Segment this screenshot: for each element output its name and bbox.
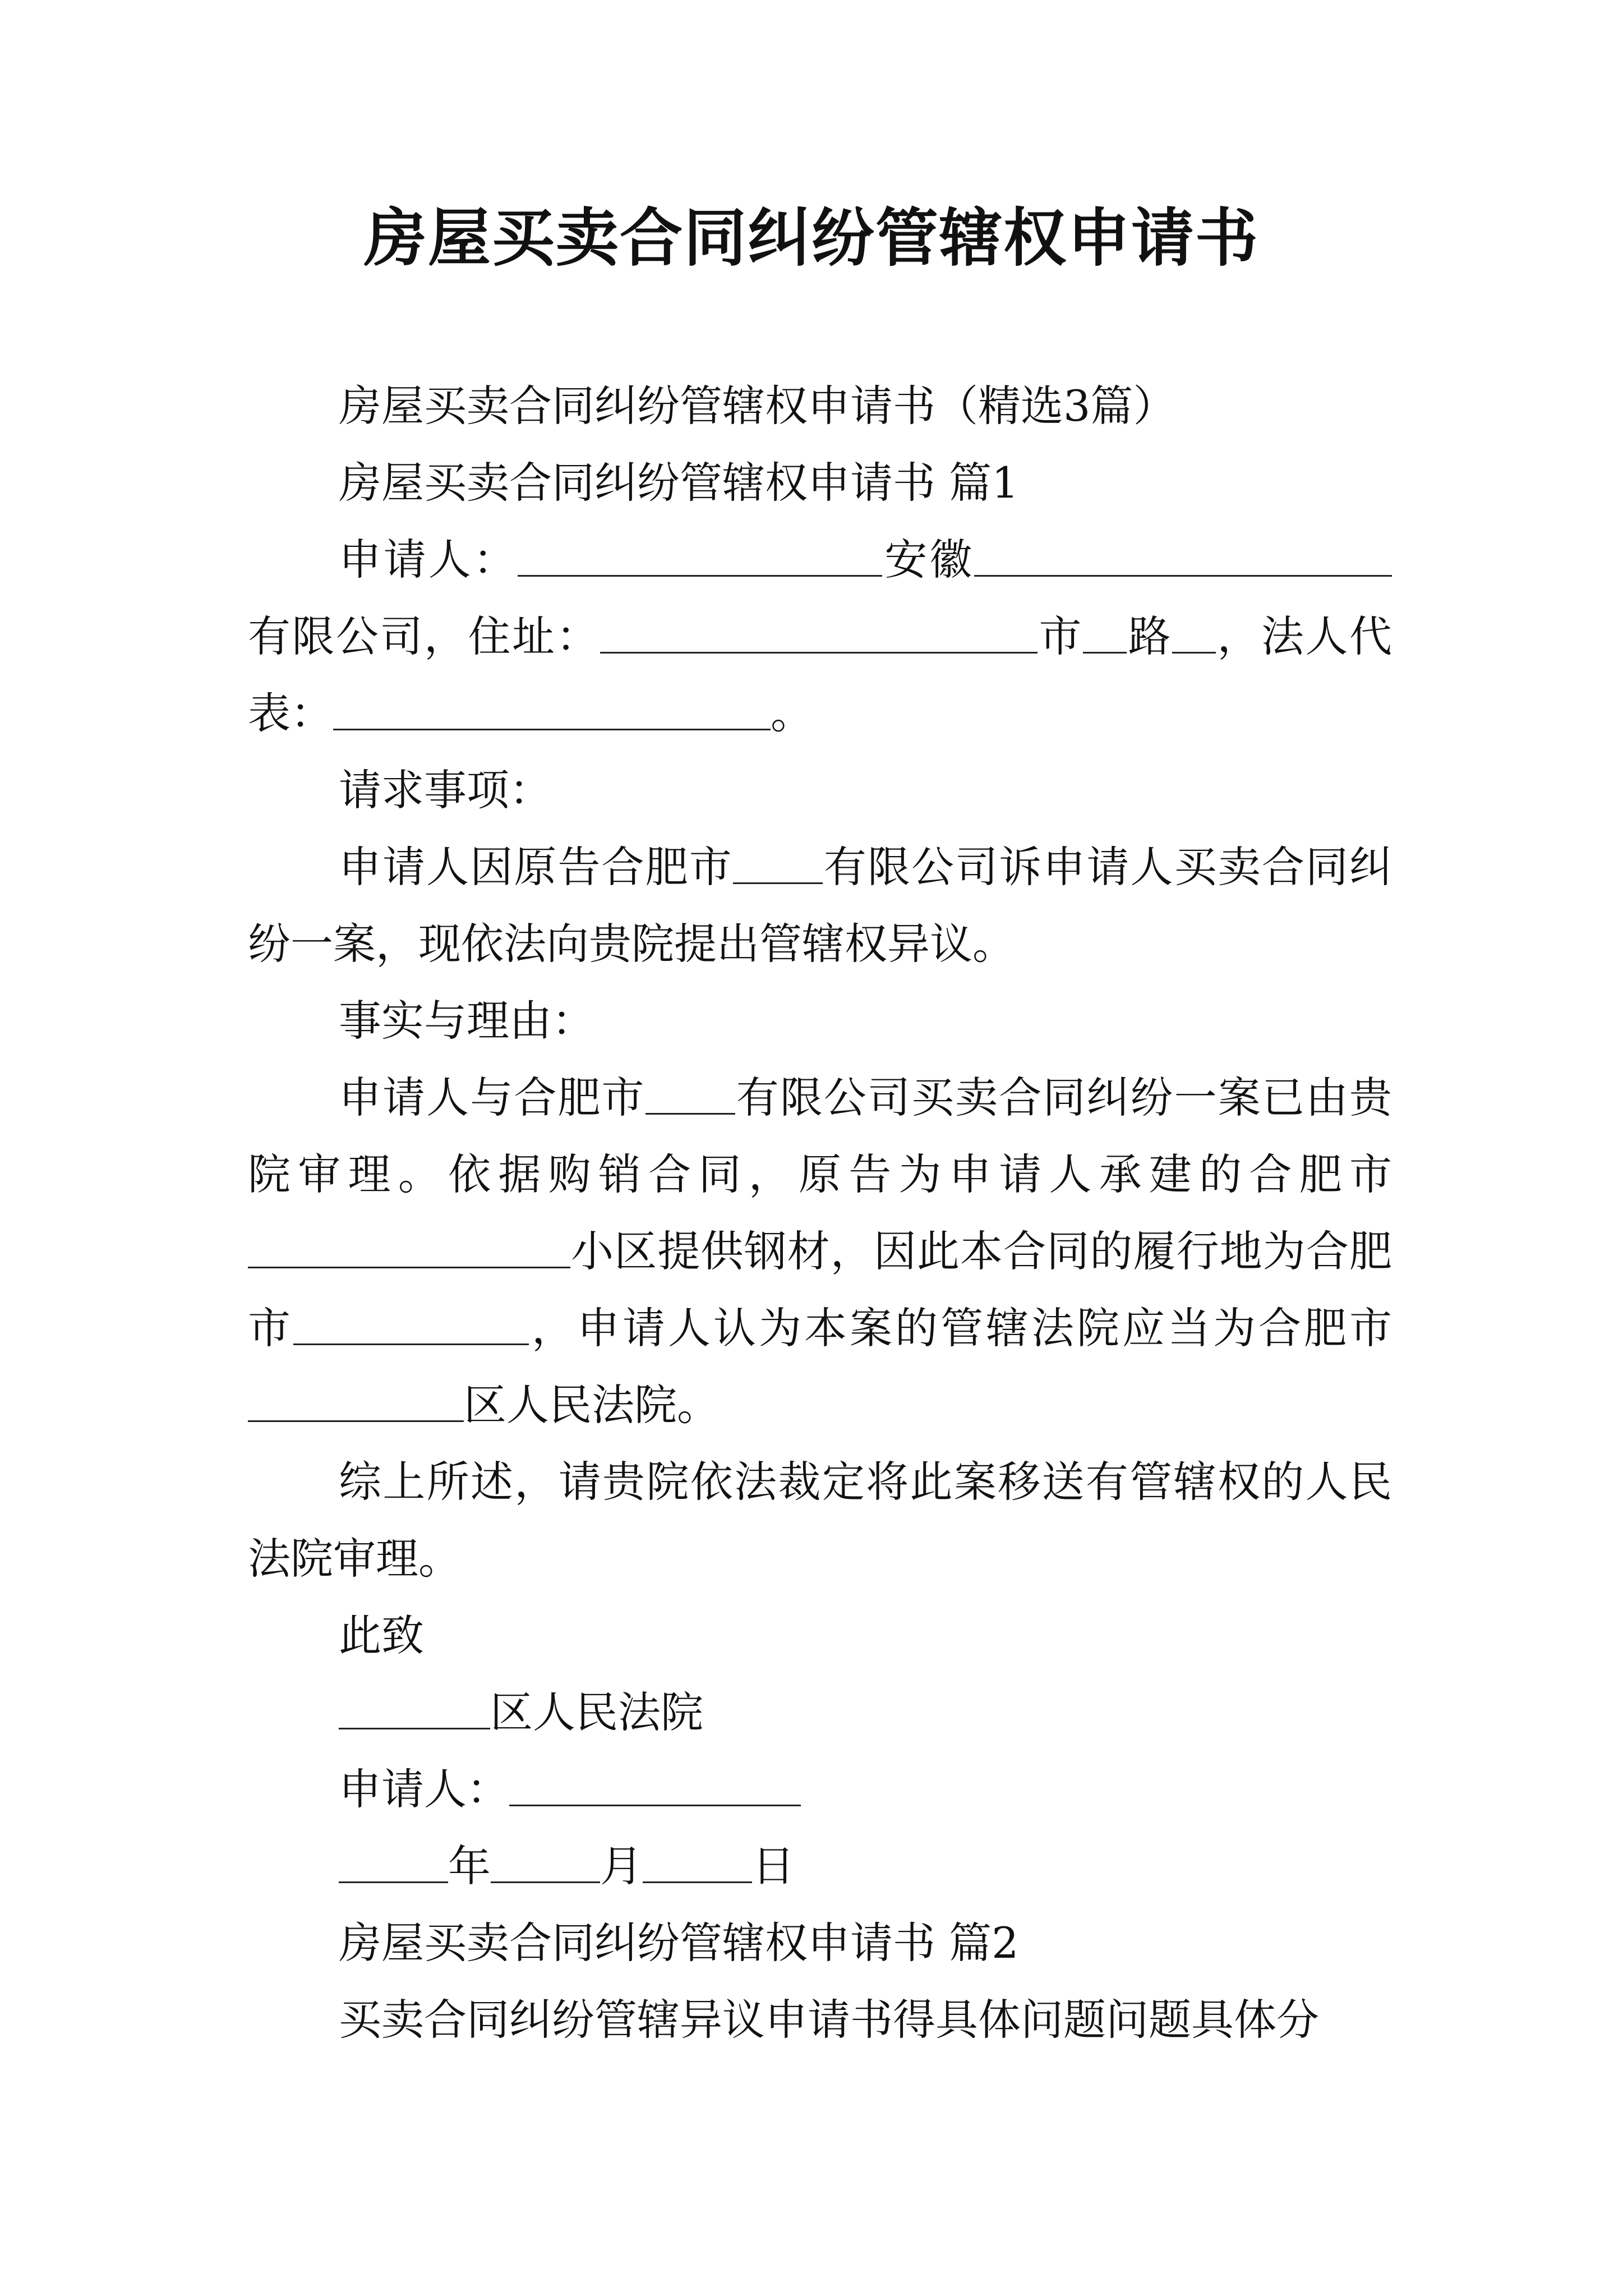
applicant-anhui: 安徽: [882, 535, 975, 585]
date-month: 月: [600, 1841, 643, 1891]
court-line: [248, 1674, 1392, 1751]
section-2-heading: 房屋买卖合同纠纷管辖权申请书 篇2: [339, 1918, 1019, 1968]
salutation: 此致: [339, 1611, 424, 1660]
conclusion-paragraph: 综上所述，请贵院依法裁定将此案移送有管辖权的人民法院审理。: [248, 1457, 1392, 1584]
facts-part-2: 有限公司买卖合同纠纷一案已由贵院审理。依据购销合同，原告为申请人承建的合肥市: [248, 1073, 1393, 1199]
blank-line: [733, 844, 823, 884]
request-part-1: 申请人因原告合肥市: [339, 842, 733, 892]
blank-line: [645, 1074, 735, 1114]
blank-line: [509, 1766, 801, 1806]
facts-heading: 事实与理由：: [339, 996, 594, 1046]
blank-line: [518, 536, 882, 576]
facts-part-1: 申请人与合肥市: [339, 1073, 645, 1122]
applicant-city: 市: [1038, 611, 1083, 661]
document-title: 房屋买卖合同纠纷管辖权申请书: [364, 202, 1259, 275]
facts-part-3: 小区提供钢材，因此本合同的履行地为合肥市: [248, 1226, 1392, 1353]
blank-line: [248, 1228, 570, 1268]
blank-line: [600, 613, 1038, 653]
section-1-heading: 房屋买卖合同纠纷管辖权申请书 篇1: [339, 458, 1019, 508]
facts-part-5: 区人民法院。: [464, 1380, 720, 1430]
request-heading: 请求事项：: [339, 765, 552, 815]
applicant-end: 。: [771, 688, 813, 738]
blank-line: [293, 1305, 529, 1345]
applicant-legal-rep: ，法人代表：: [248, 611, 1392, 738]
facts-part-4: ，申请人认为本案的管辖法院应当为合肥市: [529, 1303, 1392, 1353]
applicant-paragraph: [248, 521, 1392, 752]
request-paragraph: [248, 829, 1392, 982]
applicant-label: 申请人：: [339, 535, 518, 585]
section-2-body: 买卖合同纠纷管辖异议申请书得具体问题问题具体分: [339, 1995, 1319, 2045]
date-line: [248, 1828, 1392, 1904]
blank-line: [1172, 613, 1216, 653]
signature-label: 申请人：: [339, 1764, 509, 1814]
request-part-2: 有限公司诉申请人买卖合同纠纷一案，现依法向贵院提出管辖权异议。: [248, 842, 1393, 969]
applicant-company-address: 有限公司，住址：: [248, 611, 600, 661]
blank-line: [643, 1843, 752, 1883]
facts-paragraph: [248, 1059, 1392, 1443]
date-day: 日: [752, 1841, 795, 1891]
blank-line: [339, 1689, 490, 1729]
blank-line: [974, 536, 1392, 576]
document-subtitle: 房屋买卖合同纠纷管辖权申请书（精选3篇）: [339, 381, 1176, 431]
applicant-road: 路: [1127, 611, 1172, 661]
document-body: [248, 367, 1392, 2058]
blank-line: [1083, 613, 1127, 653]
blank-line: [491, 1843, 600, 1883]
signature-line: [248, 1751, 1392, 1828]
blank-line: [248, 1382, 464, 1421]
court-name: 区人民法院: [490, 1687, 703, 1737]
date-year: 年: [448, 1841, 491, 1891]
blank-line: [339, 1843, 448, 1883]
blank-line: [333, 690, 771, 730]
